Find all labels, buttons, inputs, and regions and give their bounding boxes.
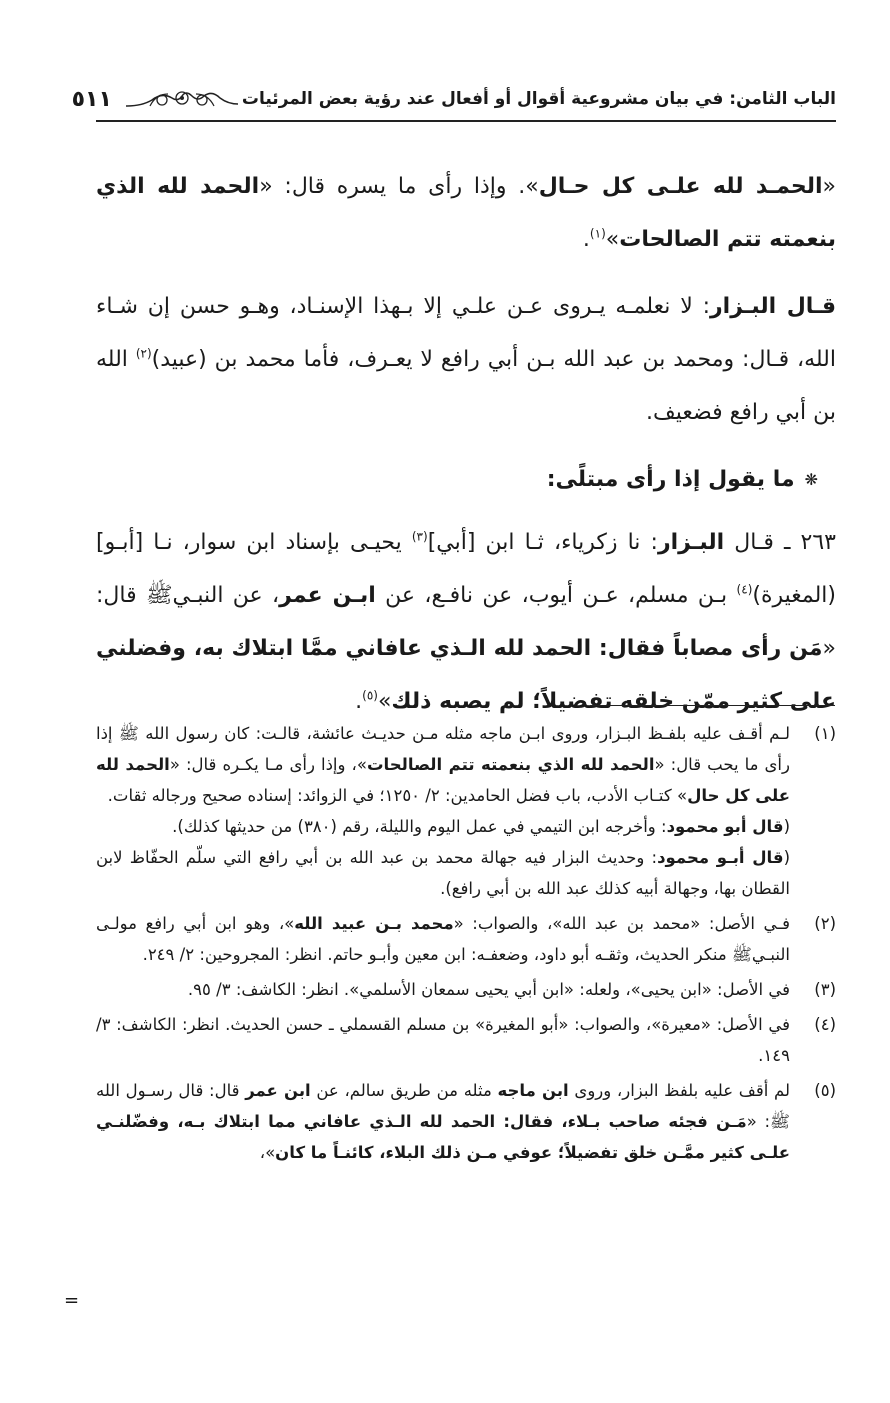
text-run: ». وإذا رأى ما يسره قال: « — [259, 174, 539, 199]
footnote-ref[interactable]: (١) — [589, 226, 606, 241]
bold-text-run: قال أبو محمود — [666, 817, 784, 836]
bold-text-run: ابـن عمر — [279, 583, 376, 608]
text-run: الله بن أبي رافع فضعيف. — [96, 347, 836, 425]
footnote — [96, 1075, 836, 1168]
text-run: »، وإذا رأى مـا يكـره قال: « — [169, 755, 367, 774]
bold-text-run: الحمـد لله علـى كل حـال — [538, 174, 823, 199]
text-run: : وحديث البزار فيه جهالة محمد بن عبد الله بن أبي رافع التي سلّم الحفّاظ لابن القطان بها، وجهالة أبيه كذلك عبد الله بن أبي رافع). — [96, 848, 790, 898]
footnote-number: (١) — [814, 724, 836, 743]
text-run: » كتـاب الأدب، باب فضل الحامدين: ٢/ ١٢٥٠؛ في الزوائد: إسناده صحيح ورجاله ثقات. — [107, 786, 688, 805]
page-number: ٥١١ — [71, 86, 112, 112]
text-run: ، عن النبـيﷺ قال: « — [96, 583, 836, 661]
footnote — [96, 718, 836, 904]
text-run: مثله من طريق سالم، عن — [310, 1081, 498, 1100]
chapter-title: الباب الثامن: في بيان مشروعية أقوال أو أفعال عند رؤية بعض المرئيات — [241, 89, 836, 109]
section-heading — [96, 453, 818, 506]
footnotes — [96, 718, 836, 1172]
bullet-icon: ❋ — [804, 470, 818, 489]
bold-text-run: مَـن فجئه صاحب بـلاء، فقال: الحمد لله الـذي عافاني مما ابتلاك بـه، وفضّلنـي علـى كثير ممَّـن خلق تفضيلاً؛ عوفي مـن ذلك البلاء، كائنـاً ما كان — [96, 1112, 790, 1162]
footnote — [96, 1009, 836, 1071]
text-run: . — [582, 227, 590, 252]
footnote-paragraph — [96, 1009, 790, 1071]
text-run: قال: قال رسـول الله ﷺ: « — [96, 1081, 790, 1131]
main-text — [96, 160, 836, 742]
footnote — [96, 908, 836, 970]
footnote-paragraph — [96, 1075, 790, 1168]
decorative-ornament-icon — [122, 86, 242, 112]
continuation-mark: = — [64, 1290, 80, 1311]
text-run: فـي الأصل: «محمد بن عبد الله»، والصواب: « — [453, 914, 791, 933]
footnote-ref[interactable]: (٢) — [135, 346, 152, 361]
text-run: . — [355, 689, 363, 714]
text-run: ( — [783, 817, 790, 836]
footnote-body — [96, 974, 790, 1005]
footnote-body — [96, 718, 790, 904]
text-run: » — [605, 227, 620, 252]
footnote-body — [96, 1009, 790, 1071]
paragraph-1 — [96, 160, 836, 266]
bold-text-run: مَن رأى مصاباً فقال: الحمد لله الـذي عافاني ممَّا ابتلاك به، وفضلني على كثير ممّن خلقه تفضيلاً؛ لم يصبه ذلك — [96, 636, 836, 714]
footnote-number: (٤) — [814, 1015, 836, 1034]
text-run: : نا زكرياء، ثـا ابن [أبي] — [427, 530, 658, 555]
bold-text-run: قال أبـو محمود — [657, 848, 784, 867]
text-run: لـم أقـف عليه بلفـظ البـزار، وروى ابـن ماجه مثله مـن حديـث عائشة، قالـت: كان رسول الله ﷺ إذا رأى ما يحب قال: « — [96, 724, 790, 774]
text-run: يحيـى بإسناد ابن سوار، نـا [أبـو] (المغيرة) — [96, 530, 836, 608]
footnote-number: (٢) — [814, 914, 836, 933]
header-page-group — [72, 86, 242, 112]
footnote-paragraph — [96, 974, 790, 1005]
footnote-body — [96, 908, 790, 970]
text-run: « — [822, 174, 836, 199]
bold-text-run: ابن عمر — [245, 1081, 311, 1100]
footnote-body — [96, 1075, 790, 1168]
bold-text-run: الحمد لله الذي بنعمته تتم الصالحات — [96, 174, 836, 252]
footnote-paragraph — [96, 718, 790, 811]
text-run: : لا نعلمـه يـروى عـن علـي إلا بـهذا الإسنـاد، وهـو حسن إن شـاء الله، قـال: ومحمد بن عبد الله بـن أبي رافع لا يعـرف، فأما محمد بن (عبيد) — [96, 294, 837, 372]
paragraph-2 — [96, 280, 836, 439]
footnote-ref[interactable]: (٥) — [362, 688, 378, 703]
footnote-number: (٣) — [814, 980, 836, 999]
header-divider — [96, 120, 836, 122]
footnote-paragraph — [96, 811, 790, 842]
text-run: ( — [783, 848, 790, 867]
text-run: : وأخرجه ابن التيمي في عمل اليوم والليلة، رقم (٣٨٠) من حديثها كذلك). — [172, 817, 667, 836]
text-run: »، — [259, 1143, 276, 1162]
bold-text-run: ابن ماجه — [497, 1081, 569, 1100]
bold-text-run: قـال البـزار — [710, 294, 836, 319]
footnote-ref[interactable]: (٤) — [736, 582, 753, 597]
footnote-paragraph — [96, 908, 790, 970]
heading-text: ما يقول إذا رأى مبتلًى: — [546, 467, 795, 492]
text-run: »، وهو ابن أبي رافع مولـى النبـيﷺ منكر الحديث، وثقـه أبو داود، وضعفـه: ابن معين وأبـو حاتم. انظر: المجروحين: ٢/ ٢٤٩. — [96, 914, 790, 964]
text-run: لم أقف عليه بلفظ البزار، وروى — [568, 1081, 790, 1100]
text-run: ٢٦٣ ـ قـال — [724, 530, 836, 555]
text-run: في الأصل: «ابن يحيى»، ولعله: «ابن أبي يحيى سمعان الأسلمي». انظر: الكاشف: ٣/ ٩٥. — [187, 980, 790, 999]
footnote-paragraph — [96, 842, 790, 904]
running-header — [71, 82, 836, 116]
bold-text-run: البـزار — [657, 530, 725, 555]
footnote — [96, 974, 836, 1005]
bold-text-run: الحمد لله على كل حال — [96, 755, 790, 805]
footnote-divider — [590, 705, 835, 706]
footnote-number: (٥) — [814, 1081, 836, 1100]
paragraph-3 — [96, 516, 836, 728]
bold-text-run: الحمد لله الذي بنعمته تتم الصالحات — [366, 755, 655, 774]
bold-text-run: محمد بـن عبيد الله — [294, 914, 454, 933]
footnote-ref[interactable]: (٣) — [411, 529, 428, 544]
text-run: » — [377, 689, 392, 714]
text-run: بـن مسلم، عـن أيوب، عن نافـع، عن — [375, 583, 737, 608]
text-run: في الأصل: «معيرة»، والصواب: «أبو المغيرة» بن مسلم القسملي ـ حسن الحديث. انظر: الكاشف: ٣/ ١٤٩. — [96, 1015, 790, 1065]
